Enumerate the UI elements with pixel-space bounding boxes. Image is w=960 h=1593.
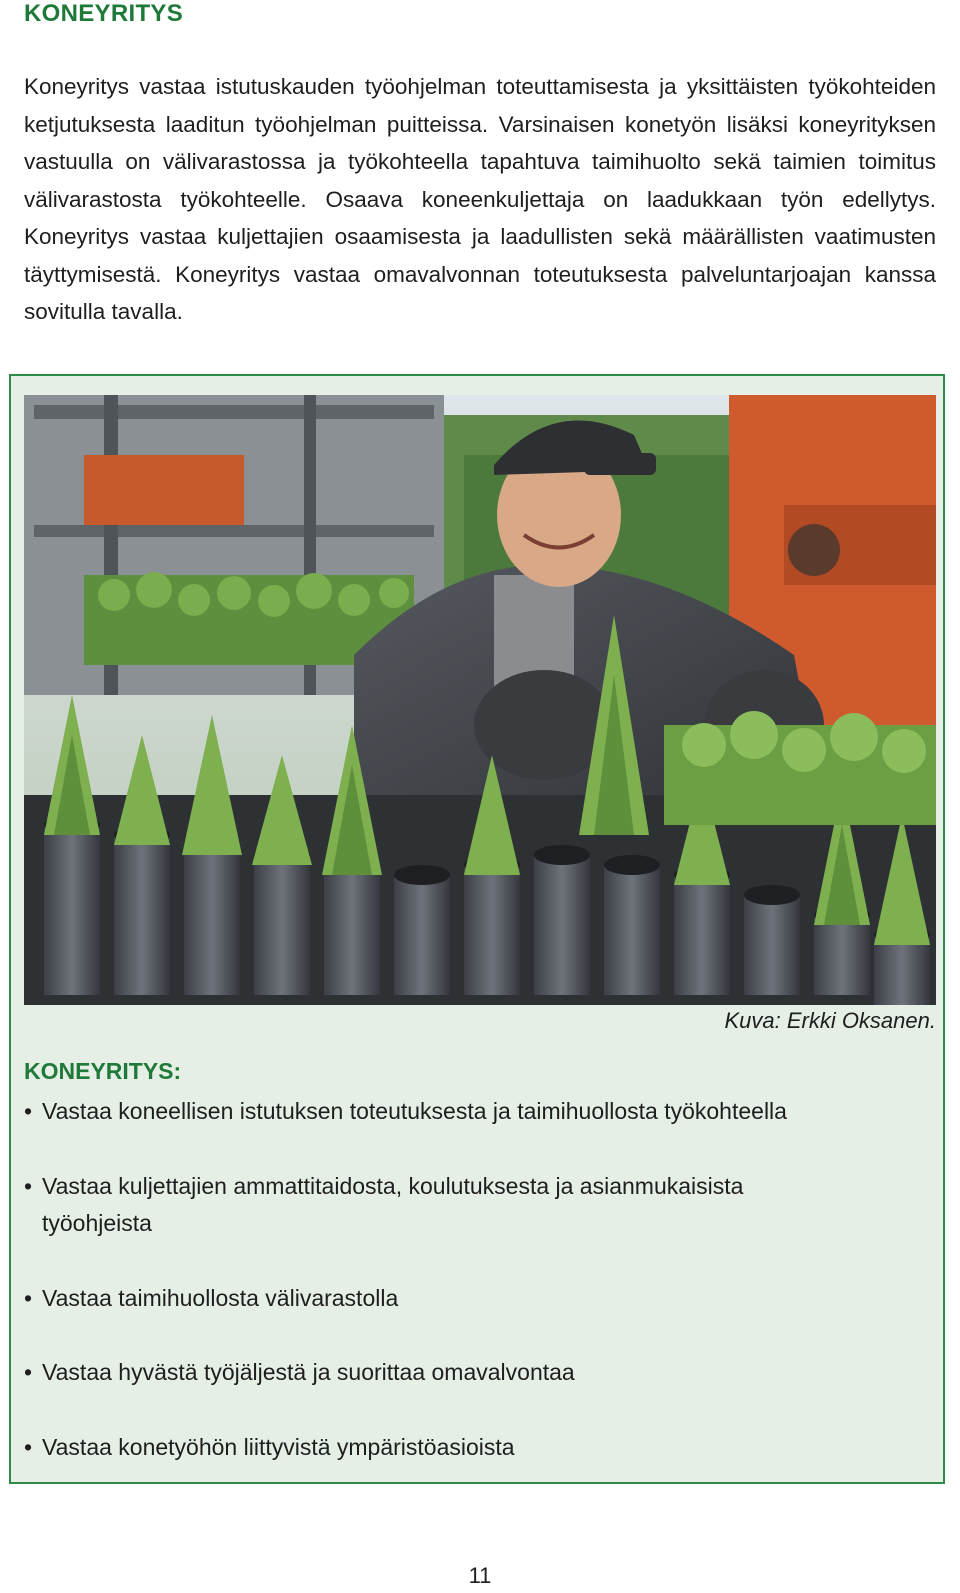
list-item: • Vastaa koneellisen istutuksen toteutuksesta ja taimihuollosta työkohteella — [24, 1093, 924, 1131]
photo-caption: Kuva: Erkki Oksanen. — [724, 1008, 936, 1033]
section-heading: KONEYRITYS — [24, 0, 184, 27]
list-item: • Vastaa kuljettajien ammattitaidosta, koulutuksesta ja asianmukaisista työohjeista — [24, 1168, 924, 1243]
photo-illustration — [24, 395, 936, 1005]
responsibility-list — [24, 1093, 924, 1503]
list-item: • Vastaa hyvästä työjäljestä ja suorittaa omavalvontaa — [24, 1354, 924, 1392]
list-item: • Vastaa konetyöhön liittyvistä ympäristöasioista — [24, 1429, 924, 1467]
page-number: 11 — [468, 1563, 492, 1588]
photo-seedling-planting — [24, 395, 936, 1005]
box-title: KONEYRITYS: — [24, 1058, 182, 1084]
intro-paragraph: Koneyritys vastaa istutuskauden työohjelman toteuttamisesta ja yksittäisten työkohteiden ketjutuksesta laaditun työohjelman puitteissa. Varsinaisen konetyön lisäksi koneyrityksen vastuulla on välivarastossa ja työkohteella tapahtuva taimihuolto sekä taimien toimitus välivarastosta työkohteelle. Osaava koneenkuljettaja on laadukkaan työn edellytys. Koneyritys vastaa kuljettajien osaamisesta ja laadullisten sekä määrällisten vaatimusten täyttymisestä. Koneyritys vastaa omavalvonnan toteutuksesta palveluntarjoajan kanssa sovitulla tavalla. — [24, 74, 936, 324]
list-item: • Vastaa taimihuollosta välivarastolla — [24, 1280, 924, 1318]
